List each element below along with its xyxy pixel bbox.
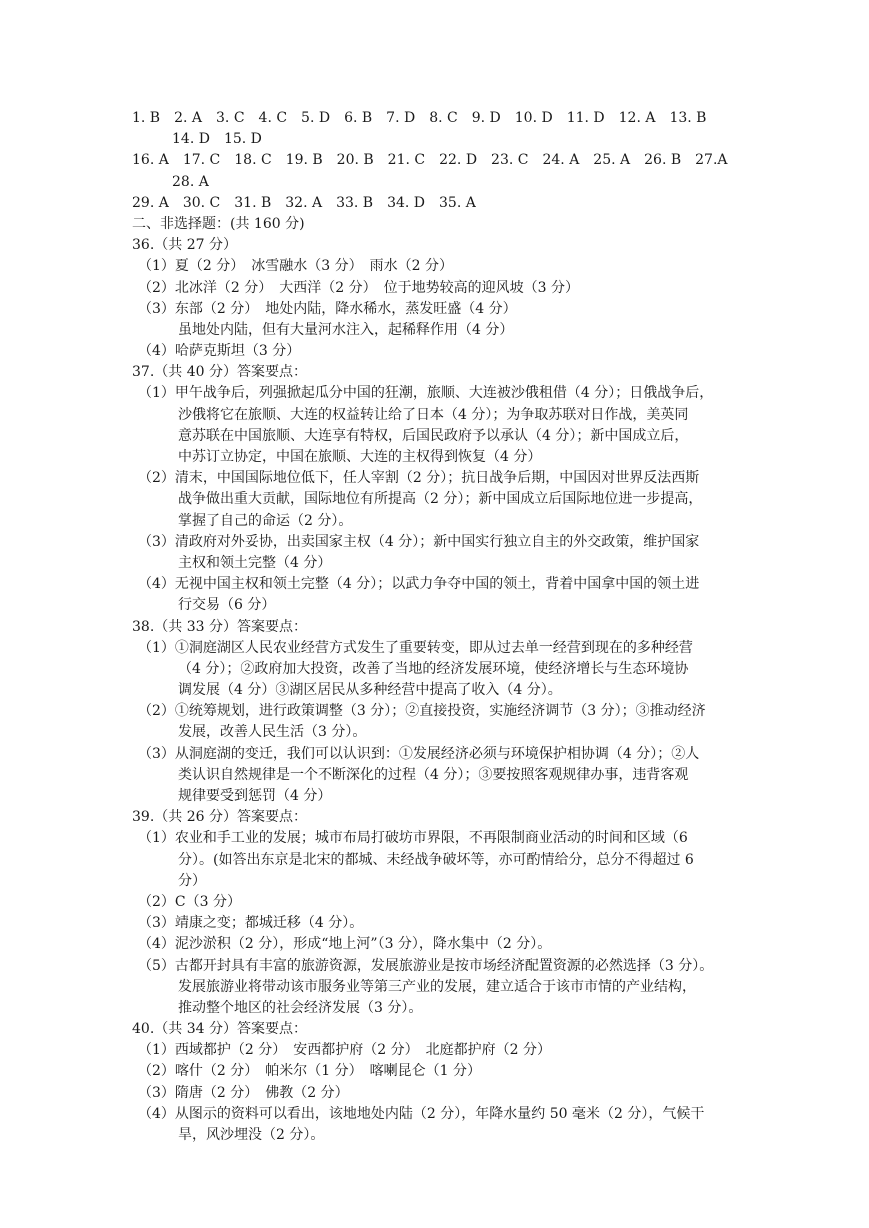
answer-line: 虽地处内陆，但有大量河水注入，起稀释作用（4 分） [178,321,514,338]
answer-key-body [132,108,772,1146]
answer-line: （4）泥沙淤积（2 分），形成“地上河”（3 分），降水集中（2 分）。 [138,936,552,953]
question-heading: 36.（共 27 分） [132,237,237,254]
answer-line: 推动整个地区的社会经济发展（3 分）。 [178,999,423,1016]
answer-line: 分） [178,872,206,889]
answer-line: 战争做出重大贡献，国际地位有所提高（2 分）；新中国成立后国际地位进一步提高， [178,491,703,508]
answer-line: （3）东部（2 分） 地处内陆，降水稀水，蒸发旺盛（4 分） [138,300,517,317]
section-heading: 二、非选择题：(共 160 分) [132,215,305,232]
question-heading: 38.（共 33 分）答案要点： [132,618,307,635]
answer-line: （1）西域都护（2 分） 安西都护府（2 分） 北庭都护府（2 分） [138,1042,551,1059]
answer-line: 掌握了自己的命运（2 分）。 [178,512,353,529]
answer-line: 发展，改善人民生活（3 分）。 [178,724,367,741]
answer-line: 29. A 30. C 31. B 32. A 33. B 34. D 35. A [132,194,476,211]
answer-line: 行交易（6 分） [178,597,276,614]
answer-line: 沙俄将它在旅顺、大连的权益转让给了日本（4 分）；为争取苏联对日作战，美英同 [178,406,689,423]
answer-line: 中苏订立协定，中国在旅顺、大连的主权得到恢复（4 分） [178,449,542,465]
answer-line: 28. A [172,173,209,190]
question-heading: 40.（共 34 分）答案要点： [132,1021,307,1038]
answer-line: 规律要受到惩罚（4 分） [178,788,332,804]
answer-line: （2）北冰洋（2 分） 大西洋（2 分） 位于地势较高的迎风坡（3 分） [138,279,579,296]
answer-line: 发展旅游业将带动该市服务业等第三产业的发展，建立适合于该市市情的产业结构， [178,978,696,995]
answer-line: （1）夏（2 分） 冰雪融水（3 分） 雨水（2 分） [138,258,453,275]
answer-line: （4）无视中国主权和领土完整（4 分）；以武力争夺中国的领土，背着中国拿中国的领土进 [138,576,700,593]
question-heading: 39.（共 26 分）答案要点： [132,809,307,826]
answer-line: 1. B 2. A 3. C 4. C 5. D 6. B 7. D 8. C 9. D 10. D 11. D 12. A 13. B [132,110,707,126]
answer-line: 分）。(如答出东京是北宋的都城、未经战争破坏等，亦可酌情给分，总分不得超过 6 [178,851,694,868]
answer-line: （4）从图示的资料可以看出，该地地处内陆（2 分），年降水量约 50 毫米（2 分），气候干 [138,1105,705,1122]
answer-line: 主权和领土完整（4 分） [178,554,332,571]
answer-line: （2）①统筹规划，进行政策调整（3 分）；②直接投资，实施经济调节（3 分）；③推动经济 [138,703,706,720]
answer-line: 类认识自然规律是一个不断深化的过程（4 分）；③要按照客观规律办事，违背客观 [178,766,689,783]
answer-line: （1）①洞庭湖区人民农业经营方式发生了重要转变，即从过去单一经营到现在的多种经营 [138,639,693,656]
answer-line: （1）甲午战争后，列强掀起瓜分中国的狂潮，旅顺、大连被沙俄租借（4 分）；日俄战争后， [138,385,714,402]
answer-line: （5）古都开封具有丰富的旅游资源，发展旅游业是按市场经济配置资源的必然选择（3 分）。 [138,957,714,974]
answer-line: （2）C（3 分） [138,893,241,910]
answer-line: 14. D 15. D [172,131,262,148]
answer-line: （2）清末，中国国际地位低下，任人宰割（2 分）；抗日战争后期，中国因对世界反法西斯 [138,470,700,487]
answer-line: （3）靖康之变；都城迁移（4 分）。 [138,915,364,932]
answer-line: 旱，风沙埋没（2 分）。 [178,1127,325,1143]
answer-line: 意苏联在中国旅顺、大连享有特权，后国民政府予以承认（4 分）；新中国成立后， [178,427,689,444]
answer-line: （3）隋唐（2 分） 佛教（2 分） [138,1084,349,1101]
answer-line: （2）喀什（2 分） 帕米尔（1 分） 喀喇昆仑（1 分） [138,1063,481,1080]
answer-line: （1）农业和手工业的发展；城市布局打破坊市界限，不再限制商业活动的时间和区域（6 [138,830,688,847]
answer-line: （4 分）；②政府加大投资，改善了当地的经济发展环境，使经济增长与生态环境协 [178,660,689,677]
answer-line: 16. A 17. C 18. C 19. B 20. B 21. C 22. D 23. C 24. A 25. A 26. B 27.A [132,152,728,169]
answer-line: （3）清政府对外妥协，出卖国家主权（4 分）；新中国实行独立自主的外交政策，维护国家 [138,533,700,550]
answer-line: （4）哈萨克斯坦（3 分） [138,343,301,360]
answer-line: 调发展（4 分）③湖区居民从多种经营中提高了收入（4 分）。 [178,682,562,699]
question-heading: 37.（共 40 分）答案要点： [132,364,307,381]
answer-line: （3）从洞庭湖的变迁，我们可以认识到：①发展经济必须与环境保护相协调（4 分）；②人 [138,745,700,762]
